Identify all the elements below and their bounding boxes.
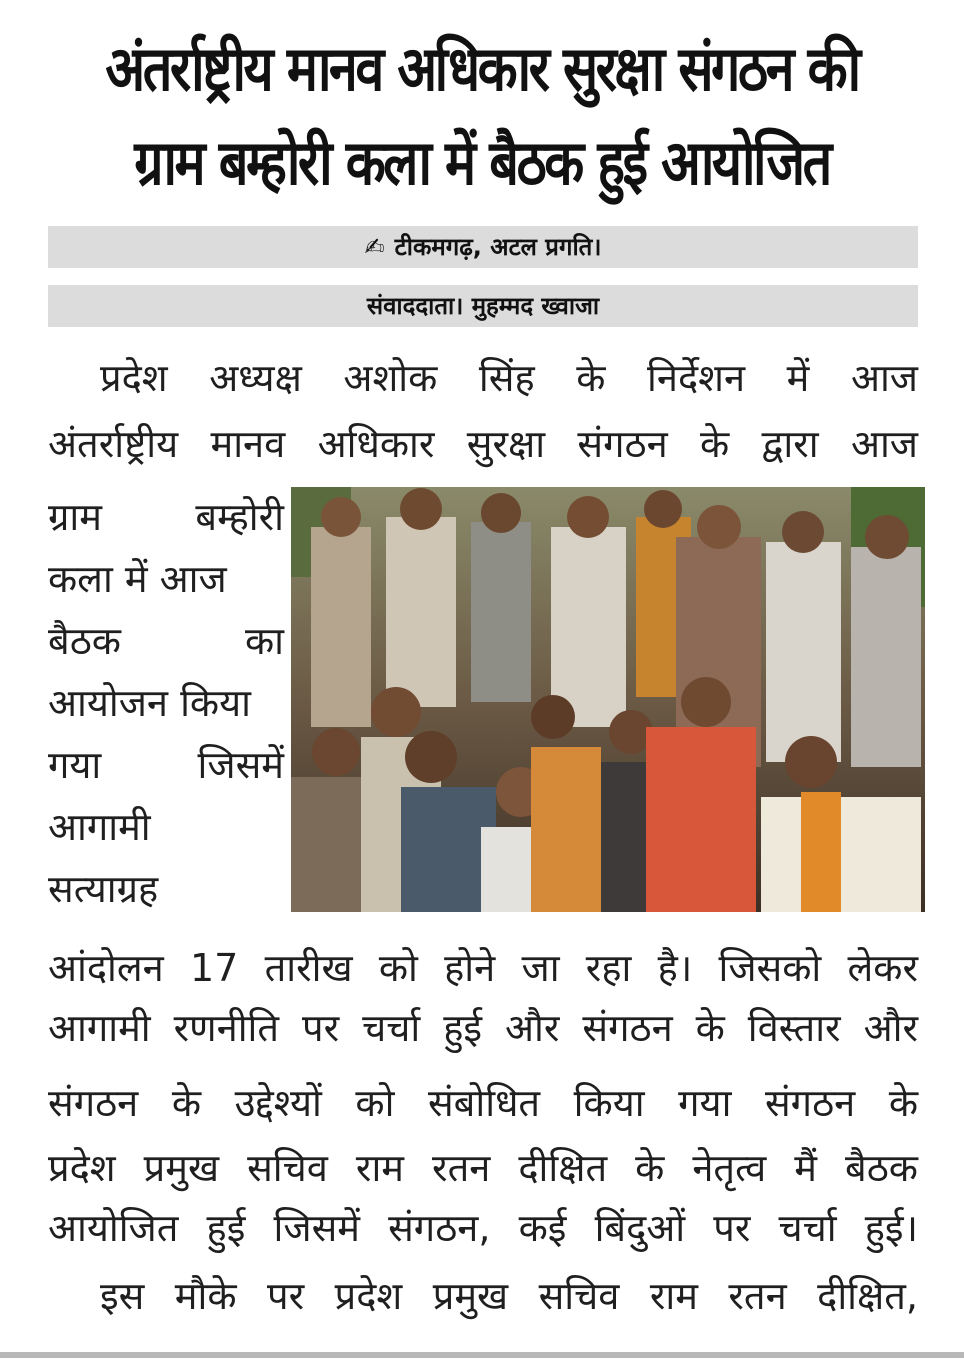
- beside-line-1: ग्राम बम्होरी: [48, 495, 284, 539]
- bottom-rule: [0, 1352, 964, 1358]
- body-line-2: आगामी रणनीति पर चर्चा हुई और संगठन के विस्तार और: [48, 1006, 918, 1050]
- body-line-5: आयोजित हुई जिसमें संगठन, कई बिंदुओं पर चर्चा हुई।: [48, 1206, 918, 1250]
- beside-line-5: गया जिसमें: [48, 743, 284, 787]
- beside-line-4: आयोजन किया: [48, 681, 251, 725]
- dateline-bar: [48, 226, 918, 268]
- body-line-1: आंदोलन 17 तारीख को होने जा रहा है। जिसको लेकर: [48, 946, 918, 990]
- beside-line-6: आगामी: [48, 805, 151, 849]
- beside-line-3: बैठक का: [48, 619, 284, 663]
- group-photo: [291, 487, 925, 912]
- headline: [94, 22, 870, 210]
- byline-text: संवाददाता। मुहम्मद ख्वाजा: [366, 292, 600, 320]
- body-line-4: प्रदेश प्रमुख सचिव राम रतन दीक्षित के नेतृत्व मैं बैठक: [48, 1146, 918, 1190]
- group-photo-icon: [291, 487, 925, 912]
- pen-icon: ✍: [364, 233, 385, 261]
- beside-photo-column: [48, 486, 284, 920]
- body-line-6: इस मौके पर प्रदेश प्रमुख सचिव राम रतन दीक्षित,: [100, 1274, 918, 1318]
- byline-bar: [48, 285, 918, 327]
- beside-line-7: सत्याग्रह: [48, 867, 159, 911]
- body-intro-line-2: अंतर्राष्ट्रीय मानव अधिकार सुरक्षा संगठन के द्वारा आज: [48, 422, 918, 466]
- headline-line-1: अंतर्राष्ट्रीय मानव अधिकार सुरक्षा संगठन की: [105, 32, 859, 105]
- headline-line-2: ग्राम बम्होरी कला में बैठक हुई आयोजित: [134, 126, 830, 199]
- dateline-text: टीकमगढ़, अटल प्रगति।: [394, 233, 602, 261]
- body-intro-line-1: प्रदेश अध्यक्ष अशोक सिंह के निर्देशन में आज: [100, 356, 918, 400]
- beside-line-2: कला में आज: [48, 557, 227, 601]
- body-line-3: संगठन के उद्देश्यों को संबोधित किया गया संगठन के: [48, 1081, 918, 1125]
